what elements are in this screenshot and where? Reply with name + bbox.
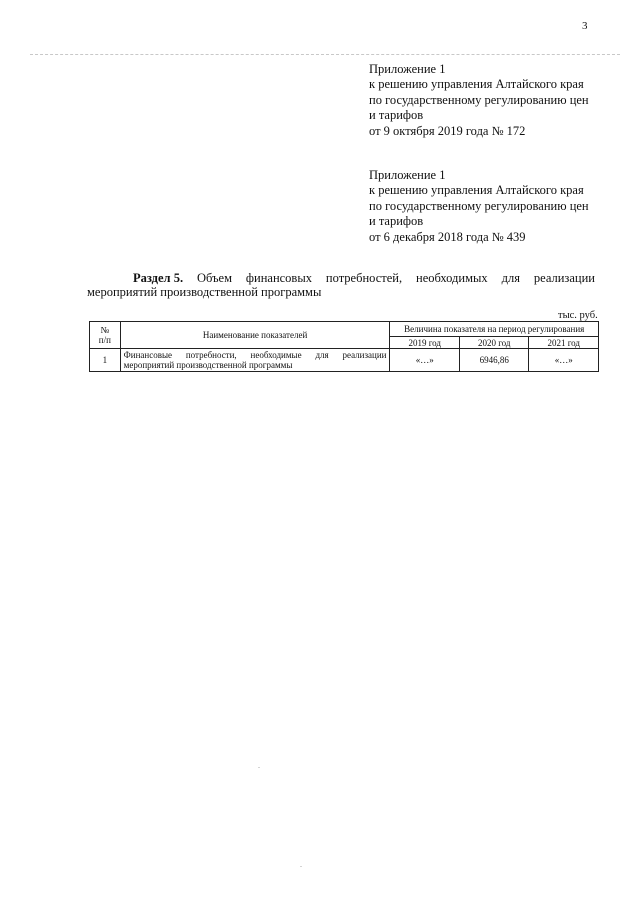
scan-speck [258, 767, 260, 768]
unit-label: тыс. руб. [558, 310, 598, 321]
page-number: 3 [582, 20, 588, 32]
appendix-current-block [369, 62, 589, 139]
appendix-date: от 9 октября 2019 года № 172 [369, 123, 526, 138]
table-row [90, 349, 599, 372]
section-title-word: Объем [197, 271, 232, 285]
section-title-word: для [501, 271, 520, 285]
scan-speck [300, 866, 302, 867]
page-top-rule [30, 54, 620, 55]
appendix-title: Приложение 1 [369, 62, 446, 76]
header-year-2021: 2021 год [529, 337, 599, 349]
section-title-word: потребностей, [325, 271, 403, 285]
header-number-abbr: п/п [98, 335, 111, 345]
section-title-word: необходимых [416, 271, 488, 285]
section-title-word: реализации [533, 271, 595, 285]
appendix-line: к решению управления Алтайского края [369, 77, 584, 92]
appendix-date: от 6 декабря 2018 года № 439 [369, 229, 526, 244]
header-number-symbol: № [100, 325, 110, 335]
section-heading [87, 271, 595, 299]
appendix-previous-block [369, 168, 589, 245]
appendix-title: Приложение 1 [369, 168, 446, 182]
financial-needs-table [89, 321, 599, 372]
section-title-word: финансовых [245, 271, 312, 285]
header-year-2020: 2020 год [459, 337, 529, 349]
appendix-line: к решению управления Алтайского края [369, 183, 584, 198]
row-value-2019: «…» [390, 349, 460, 372]
appendix-line: и тарифов [369, 108, 424, 123]
header-period: Величина показателя на период регулирования [390, 322, 599, 337]
row-number: 1 [90, 349, 121, 372]
table-header-row [90, 322, 599, 337]
section-label: Раздел 5. [133, 271, 184, 285]
row-indicator-name: Финансовые потребности, необходимые для реализации мероприятий производственной программы [120, 349, 390, 372]
appendix-line: и тарифов [369, 214, 424, 229]
appendix-line: по государственному регулированию цен [369, 92, 589, 107]
header-year-2019: 2019 год [390, 337, 460, 349]
row-value-2020: 6946,86 [459, 349, 529, 372]
row-value-2021: «…» [529, 349, 599, 372]
header-indicator-name: Наименование показателей [120, 322, 390, 349]
section-title-continued: мероприятий производственной программы [87, 285, 322, 299]
header-number [90, 322, 121, 349]
appendix-line: по государственному регулированию цен [369, 198, 589, 213]
